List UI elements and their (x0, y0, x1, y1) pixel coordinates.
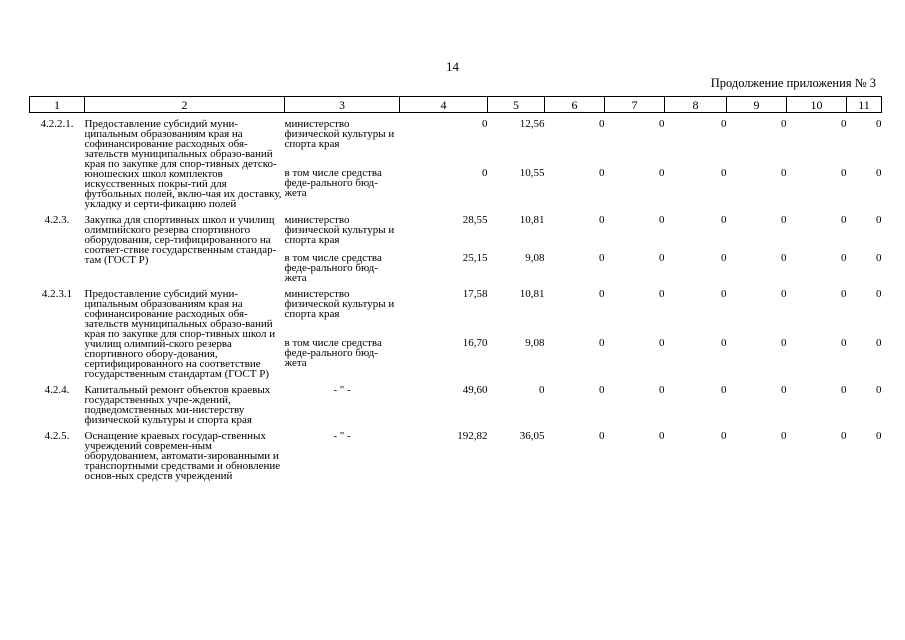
executor-cell: министерство физической культуры и спорта края (284, 288, 395, 320)
value-cell: 0 (721, 167, 727, 179)
value-cell: 0 (876, 337, 882, 349)
value-cell: 0 (659, 288, 665, 300)
table-row (30, 289, 882, 330)
value-cell: 0 (599, 337, 605, 349)
table-row (30, 385, 882, 425)
continuation-title: Продолжение приложения № 3 (710, 76, 876, 90)
column-header: 2 (85, 97, 285, 113)
item-number: 4.2.5. (44, 430, 70, 442)
value-cell: 0 (659, 118, 665, 130)
value-cell: 0 (721, 337, 727, 349)
item-name: Закупка для спортивных школ и училищ олимпийского резерва спортивного оборудования, сер-тифицированного на соответ-ствие государственным стандар-там (ГОСТ Р) (84, 214, 277, 266)
executor-cell: в том числе средства феде-рального бюд-жета (284, 337, 382, 369)
value-cell: 0 (659, 214, 665, 226)
value-cell: 0 (781, 214, 787, 226)
value-cell: 0 (659, 430, 665, 442)
table-row (30, 119, 882, 160)
value-cell: 0 (781, 118, 787, 130)
executor-cell: в том числе средства феде-рального бюд-жета (284, 167, 382, 199)
column-header-row (30, 97, 882, 113)
item-number: 4.2.4. (44, 384, 70, 396)
value-cell: 0 (599, 214, 605, 226)
item-number: 4.2.3.1 (41, 288, 73, 300)
value-cell: 0 (841, 118, 847, 130)
value-cell: 0 (781, 337, 787, 349)
value-cell: 0 (781, 288, 787, 300)
value-cell: 16,70 (462, 337, 488, 349)
value-cell: 0 (721, 430, 727, 442)
value-cell: 0 (781, 167, 787, 179)
value-cell: 17,58 (462, 288, 488, 300)
column-header: 7 (605, 97, 665, 113)
value-cell: 0 (781, 430, 787, 442)
value-cell: 0 (539, 384, 545, 396)
value-cell: 0 (841, 384, 847, 396)
value-cell: 0 (599, 252, 605, 264)
item-name: Предоставление субсидий муни-ципальным образованиям края на софинансирование расходных обя-зательств муниципальных образо-ваний края по закупке для спор-тивных школ и училищ олимпий-ского резерва спортивного обору-дования, сертифицированного на соответствие государственным стандартам (ГОСТ Р) (84, 288, 276, 380)
table-row (30, 215, 882, 245)
value-cell: 12,56 (519, 118, 545, 130)
value-cell: 0 (876, 118, 882, 130)
executor-cell: в том числе средства феде-рального бюд-жета (284, 252, 382, 284)
value-cell: 10,81 (519, 288, 545, 300)
value-cell: 0 (721, 288, 727, 300)
table-body (30, 113, 882, 482)
item-number: 4.2.3. (44, 214, 70, 226)
column-header: 8 (665, 97, 727, 113)
value-cell: 0 (659, 252, 665, 264)
value-cell: 0 (599, 384, 605, 396)
value-cell: 0 (721, 118, 727, 130)
value-cell: 25,15 (462, 252, 488, 264)
value-cell: 0 (482, 118, 488, 130)
value-cell: 0 (659, 384, 665, 396)
value-cell: 0 (841, 430, 847, 442)
value-cell: 0 (841, 214, 847, 226)
value-cell: 0 (659, 167, 665, 179)
column-header: 11 (847, 97, 882, 113)
column-header: 10 (787, 97, 847, 113)
item-name: Предоставление субсидий муни-ципальным образованиям края на софинансирование расходных обя-зательств муниципальных образо-ваний края по закупке для спор-тивных детско-юношеских школ комплектов искусственных покры-тий для футбольных полей, вклю-чая их доставку, укладку и серти-фикацию полей (84, 118, 282, 210)
executor-cell: - " - (333, 430, 351, 442)
item-name: Оснащение краевых государ-ственных учреждений современ-ным оборудованием, автомати-зированными и транспортными средствами и обновление основ-ных средств учреждений (84, 430, 281, 482)
value-cell: 49,60 (462, 384, 488, 396)
value-cell: 10,55 (519, 167, 545, 179)
column-header: 5 (488, 97, 545, 113)
value-cell: 9,08 (525, 337, 545, 349)
value-cell: 36,05 (519, 430, 545, 442)
value-cell: 28,55 (462, 214, 488, 226)
item-number: 4.2.2.1. (40, 118, 74, 130)
value-cell: 0 (841, 337, 847, 349)
value-cell: 0 (721, 384, 727, 396)
value-cell: 0 (599, 118, 605, 130)
column-header: 6 (545, 97, 605, 113)
value-cell: 0 (599, 167, 605, 179)
executor-cell: министерство физической культуры и спорта края (284, 118, 395, 150)
column-header: 4 (400, 97, 488, 113)
value-cell: 0 (659, 337, 665, 349)
value-cell: 0 (482, 167, 488, 179)
column-header: 1 (30, 97, 85, 113)
executor-cell: министерство физической культуры и спорта края (284, 214, 395, 246)
column-header: 3 (285, 97, 400, 113)
column-header: 9 (727, 97, 787, 113)
value-cell: 0 (841, 288, 847, 300)
value-cell: 0 (876, 430, 882, 442)
value-cell: 0 (876, 288, 882, 300)
value-cell: 0 (721, 214, 727, 226)
value-cell: 0 (841, 252, 847, 264)
item-name: Капитальный ремонт объектов краевых государственных учре-ждений, подведомственных ми-нистерству физической культуры и спорта края (84, 384, 271, 426)
value-cell: 10,81 (519, 214, 545, 226)
appendix-table (29, 96, 882, 481)
value-cell: 0 (599, 430, 605, 442)
table-row (30, 431, 882, 481)
value-cell: 0 (876, 384, 882, 396)
value-cell: 0 (876, 167, 882, 179)
executor-cell: - " - (333, 384, 351, 396)
value-cell: 9,08 (525, 252, 545, 264)
value-cell: 0 (781, 384, 787, 396)
value-cell: 192,82 (457, 430, 488, 442)
value-cell: 0 (841, 167, 847, 179)
value-cell: 0 (599, 288, 605, 300)
value-cell: 0 (721, 252, 727, 264)
page-number: 14 (446, 59, 459, 74)
value-cell: 0 (876, 252, 882, 264)
value-cell: 0 (876, 214, 882, 226)
value-cell: 0 (781, 252, 787, 264)
